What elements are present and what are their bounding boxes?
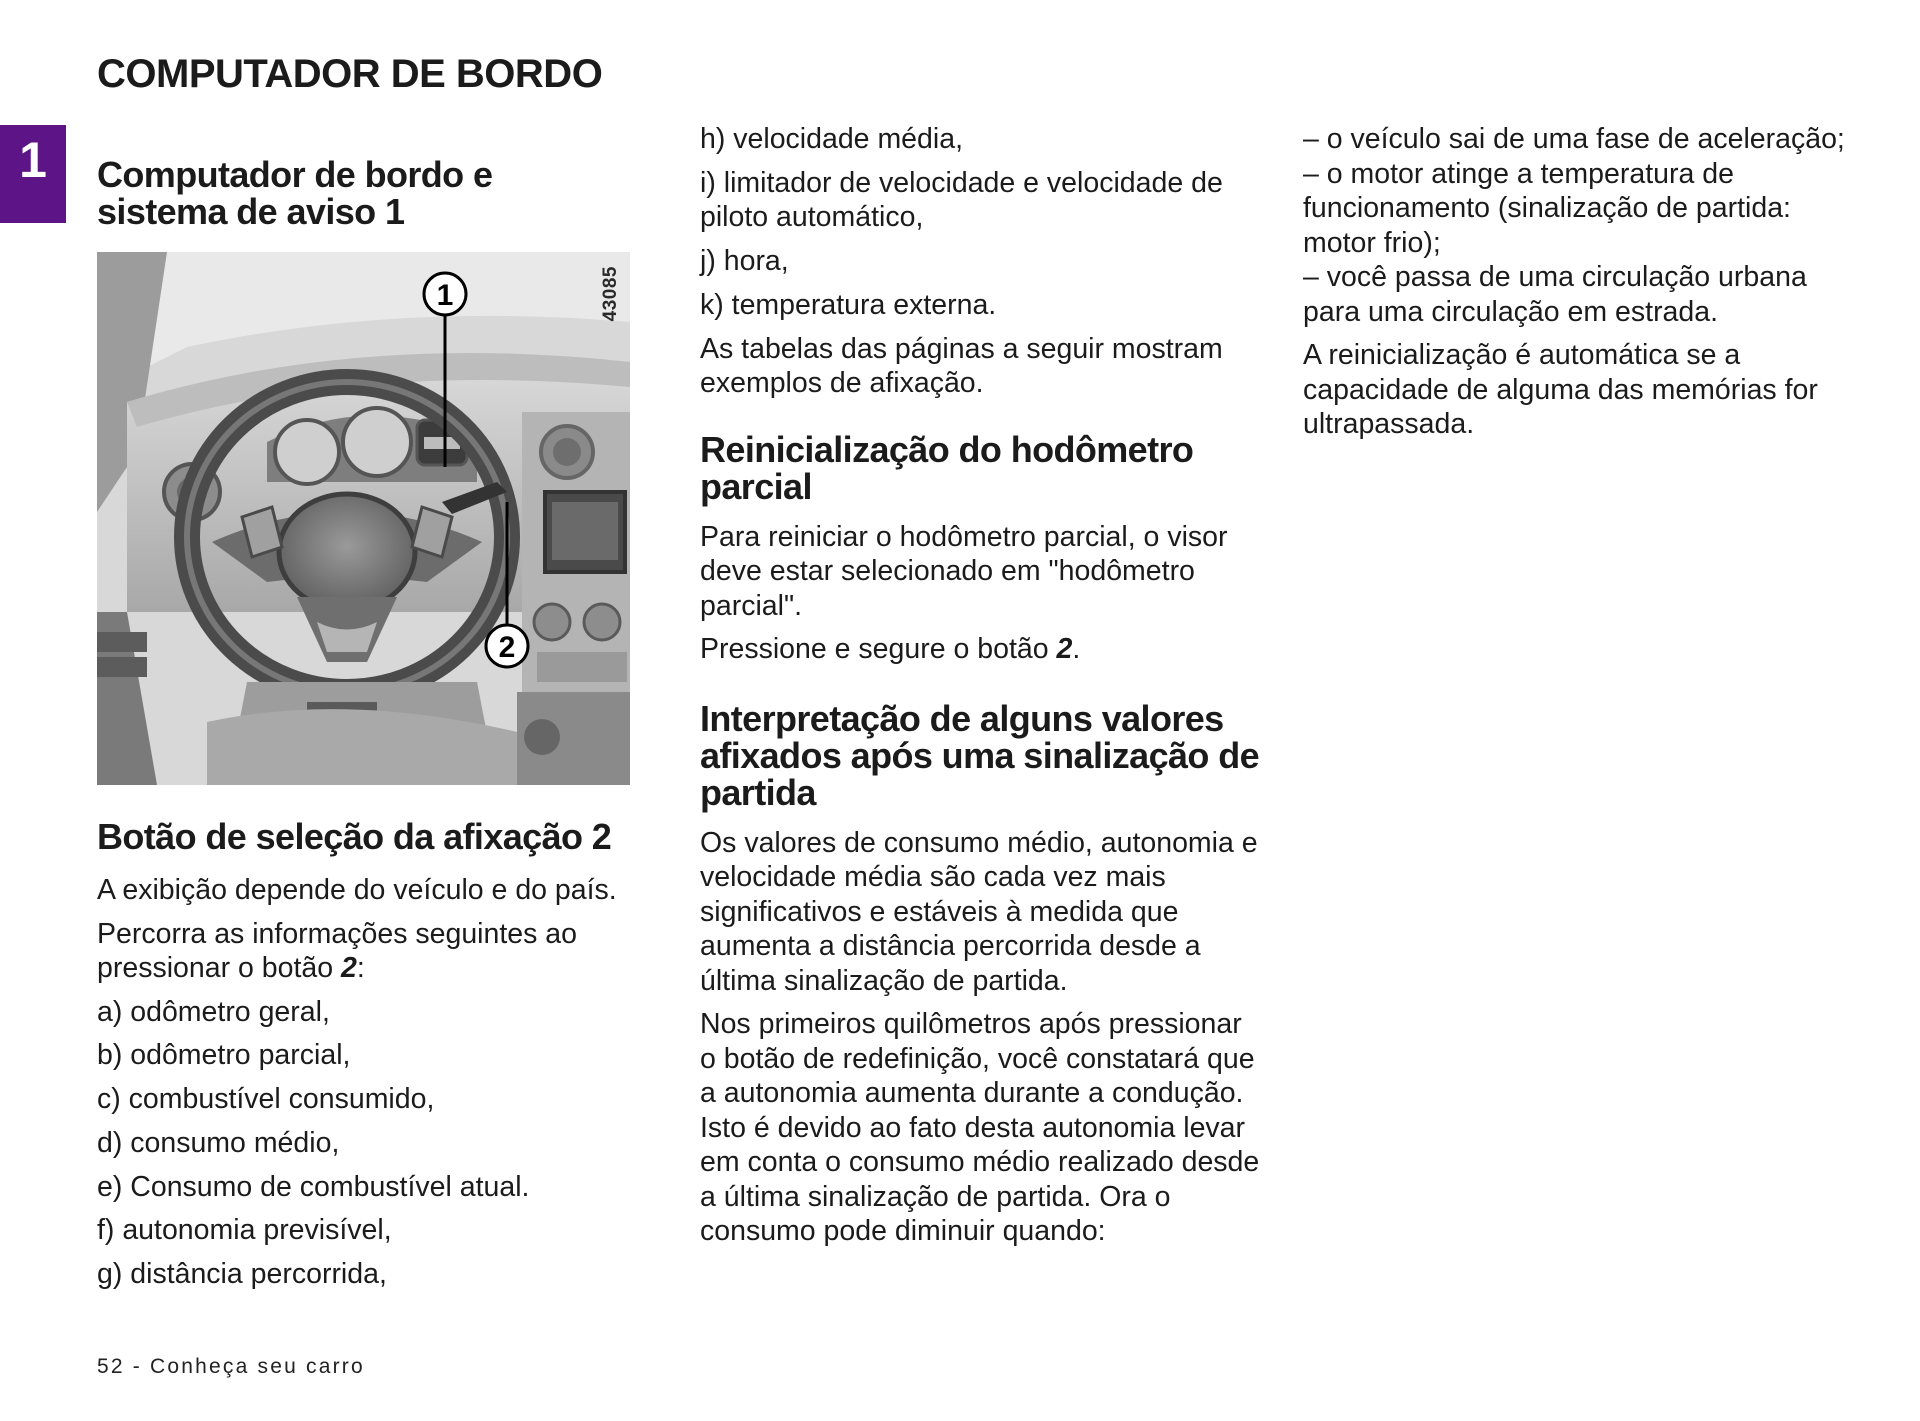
- page-footer: 52 - Conheça seu carro: [97, 1355, 365, 1378]
- reset-press-prefix: Pressione e segure o botão: [700, 633, 1057, 666]
- reset-instruction-text: Para reiniciar o hodômetro parcial, o visor deve estar selecionado em "hodômetro parcial".: [700, 520, 1228, 622]
- callout-1-label: 1: [436, 279, 454, 312]
- list-item: – você passa de uma circulação urbana para uma circulação em estrada.: [1303, 261, 1807, 328]
- list-item: a) odômetro geral,: [97, 995, 330, 1028]
- section-heading-select-button: Botão de seleção da afixação 2: [97, 816, 612, 857]
- display-list-a-g: [97, 995, 637, 1292]
- reset-press-text: [700, 632, 1260, 667]
- section-heading-computer: Computador de bordo e sistema de aviso 1: [97, 154, 493, 232]
- button-ref: 2: [341, 952, 357, 984]
- display-list-h-k: [700, 122, 1260, 322]
- display-depends-text: A exibição depende do veículo e do país.: [97, 874, 617, 906]
- scroll-info-prefix: Percorra as informações seguintes ao pressionar o botão: [97, 917, 577, 984]
- tables-note-text: As tabelas das páginas a seguir mostram exemplos de afixação.: [700, 332, 1223, 400]
- list-item: h) velocidade média,: [700, 123, 963, 155]
- list-item: b) odômetro parcial,: [97, 1039, 351, 1072]
- list-item: c) combustível consumido,: [97, 1083, 435, 1116]
- list-item: – o motor atinge a temperatura de funcionamento (sinalização de partida: motor frio);: [1303, 157, 1791, 259]
- button-ref: 2: [1056, 633, 1073, 666]
- left-column: [97, 156, 637, 1301]
- list-item: – o veículo sai de uma fase de aceleração;: [1303, 123, 1845, 155]
- right-column: [1303, 122, 1863, 451]
- dashboard-drawing: [97, 252, 630, 785]
- list-item: d) consumo médio,: [97, 1126, 340, 1159]
- list-item: g) distância percorrida,: [97, 1258, 387, 1291]
- section-heading-interpretation: Interpretação de alguns valores afixados após uma sinalização de partida: [700, 697, 1260, 813]
- list-item: i) limitador de velocidade e velocidade de piloto automático,: [700, 166, 1223, 234]
- auto-reset-text: A reinicialização é automática se a capacidade de alguma das memórias for ultrapassada.: [1303, 339, 1818, 440]
- reset-press-suffix: .: [1072, 633, 1081, 666]
- chapter-tab: [0, 125, 66, 223]
- middle-column: [700, 122, 1260, 1258]
- list-item: f) autonomia previsível,: [97, 1214, 392, 1247]
- scroll-info-text: [97, 917, 637, 986]
- figure-code: 43085: [600, 266, 621, 322]
- section-heading-reset: Reinicialização do hodômetro parcial: [700, 428, 1194, 507]
- dashboard-illustration: [97, 252, 630, 785]
- page-title: COMPUTADOR DE BORDO: [97, 52, 603, 96]
- scroll-info-suffix: :: [356, 952, 365, 984]
- list-item: k) temperatura externa.: [700, 288, 997, 321]
- interpretation-text-1: Os valores de consumo médio, autonomia e velocidade média são cada vez mais significativos e estáveis à medida que aumenta a distância percorrida desde a última sinalização de partida.: [700, 826, 1258, 997]
- list-item: e) Consumo de combustível atual.: [97, 1170, 530, 1203]
- chapter-number: 1: [19, 132, 47, 188]
- consumption-conditions-list: [1303, 122, 1863, 329]
- list-item: j) hora,: [700, 245, 789, 278]
- interpretation-text-2: Nos primeiros quilômetros após pressionar o botão de redefinição, você constatará que a autonomia aumenta durante a condução. Isto é devido ao fato desta autonomia levar em conta o consumo médio realizado desde a última sinalização de partida. Ora o consumo pode diminuir quando:: [700, 1008, 1260, 1248]
- callout-2-label: 2: [498, 631, 516, 664]
